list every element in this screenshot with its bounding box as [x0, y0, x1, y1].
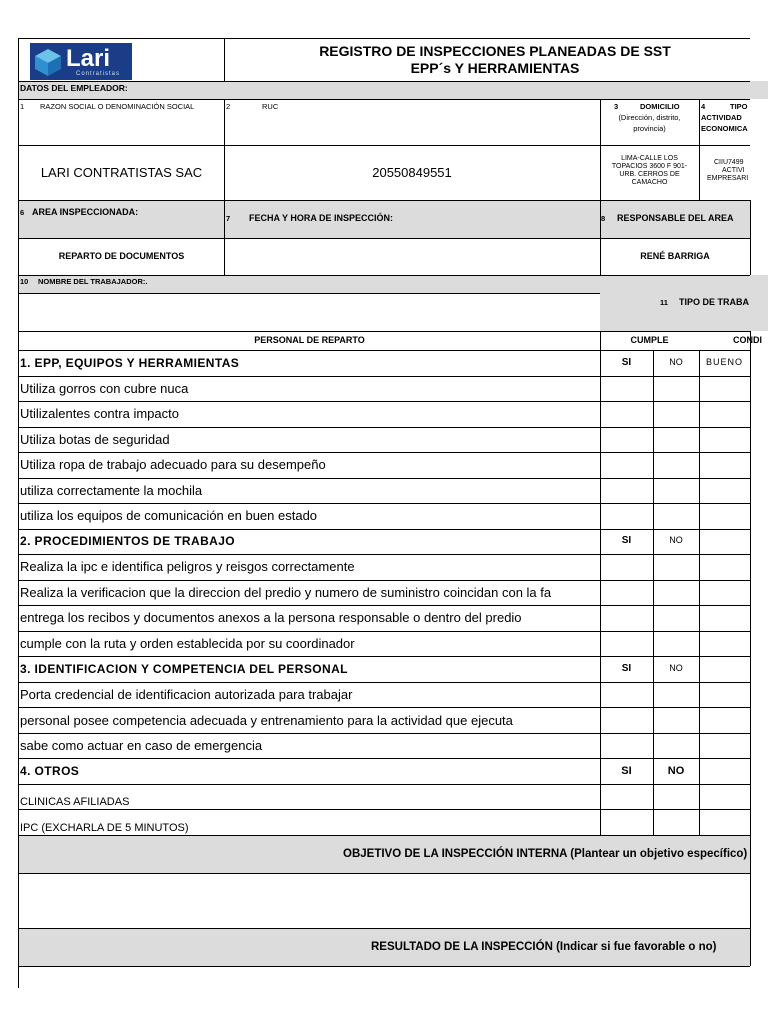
checklist-item: Utiliza botas de seguridad [20, 432, 170, 447]
field-3-label-2: (Dirección, distrito, [618, 113, 681, 122]
domicilio-value-3: URB. CERROS DE [619, 171, 680, 178]
field-4-label-2: ACTIVIDAD [701, 113, 742, 122]
checklist-item: cumple con la ruta y orden establecida por su coordinador [20, 636, 355, 651]
section-2-no: NO [669, 535, 683, 545]
cumple-header: CUMPLE [630, 335, 669, 345]
ruc-value: 20550849551 [372, 165, 452, 180]
section-2-title: 2. PROCEDIMIENTOS DE TRABAJO [20, 534, 236, 548]
checklist-item: utiliza correctamente la mochila [20, 483, 203, 498]
field-2-label: RUC [262, 102, 279, 111]
section-1-title: 1. EPP, EQUIPOS Y HERRAMIENTAS [20, 356, 240, 370]
checklist-item: IPC (EXCHARLA DE 5 MINUTOS) [20, 822, 189, 834]
field-1-label: RAZON SOCIAL O DENOMINACIÓN SOCIAL [40, 102, 195, 111]
field-3-label-3: provincia) [633, 124, 666, 133]
area-value: REPARTO DE DOCUMENTOS [58, 251, 185, 261]
field-10-num: 10 [20, 277, 29, 286]
field-7-num: 7 [226, 214, 231, 223]
domicilio-value-1: LIMA-CALLE LOS [621, 155, 678, 162]
checklist-item: personal posee competencia adecuada y entrenamiento para la actividad que ejecuta [20, 713, 513, 728]
field-3-num: 3 [614, 102, 619, 111]
section-4-no: NO [667, 765, 685, 777]
section-3-no: NO [669, 663, 683, 673]
tipo-trabajo-label: TIPO DE TRABA [679, 297, 750, 307]
responsable-value: RENÉ BARRIGA [640, 251, 710, 261]
objetivo-label: OBJETIVO DE LA INSPECCIÓN INTERNA (Plantear un objetivo específico) [343, 848, 748, 860]
domicilio-value-2: TOPACIOS 3600 F 901- [611, 163, 688, 170]
checklist-item: entrega los recibos y documentos anexos a la persona responsable o dentro del predio [20, 610, 522, 625]
section-1-bueno: BUENO [705, 357, 743, 367]
field-2-num: 2 [226, 102, 231, 111]
logo-brand: Lari [66, 45, 111, 72]
area-label: AREA INSPECCIONADA: [32, 207, 139, 217]
form-title-line1: REGISTRO DE INSPECCIONES PLANEADAS DE SST [319, 43, 671, 59]
checklist-item: sabe como actuar en caso de emergencia [20, 738, 263, 753]
section-1-si: SI [621, 357, 632, 368]
condicion-header: CONDI [733, 335, 762, 345]
empleador-section-label: DATOS DEL EMPLEADOR: [20, 83, 128, 93]
checklist-item: Utiliza gorros con cubre nuca [20, 381, 189, 396]
company-logo [30, 43, 132, 80]
field-4-label-3: ECONOMICA [701, 124, 748, 133]
field-8-num: 8 [601, 214, 606, 223]
section-4-title: 4. OTROS [20, 764, 80, 778]
field-4-num: 4 [701, 102, 706, 111]
checklist-item: utiliza los equipos de comunicación en buen estado [20, 508, 318, 523]
actividad-value-3: EMPRESARI [707, 175, 749, 182]
field-6-num: 6 [20, 208, 25, 217]
razon-social-value: LARI CONTRATISTAS SAC [40, 165, 203, 180]
form-title-line2: EPP´s Y HERRAMIENTAS [410, 60, 580, 76]
actividad-value-1: CIIU7499 [714, 159, 744, 166]
section-1-no: NO [669, 357, 683, 367]
fecha-label: FECHA Y HORA DE INSPECCIÓN: [249, 213, 394, 223]
section-3-si: SI [621, 663, 632, 674]
responsable-label: RESPONSABLE DEL AREA [617, 213, 734, 223]
section-4-si: SI [621, 765, 632, 777]
checklist-item: CLINICAS AFILIADAS [20, 796, 130, 808]
checklist-item: Utiliza ropa de trabajo adecuado para su desempeño [20, 457, 326, 472]
personal-header: PERSONAL DE REPARTO [254, 335, 365, 345]
checklist-item: Porta credencial de identificacion autorizada para trabajar [20, 687, 353, 702]
resultado-label: RESULTADO DE LA INSPECCIÓN (Indicar si fue favorable o no) [371, 941, 717, 953]
actividad-value-2: ACTIVI [722, 167, 745, 174]
section-2-si: SI [621, 535, 632, 546]
checklist-item: Realiza la verificacion que la direccion del predio y numero de suministro coincidan con la fa [20, 585, 552, 600]
trabajador-label: NOMBRE DEL TRABAJADOR:. [38, 277, 148, 286]
logo-sub: Contratistas [76, 71, 121, 77]
objetivo-input-area[interactable] [19, 874, 750, 928]
field-1-num: 1 [20, 102, 25, 111]
domicilio-value-4: CAMACHO [631, 179, 668, 186]
field-11-num: 11 [660, 298, 668, 307]
checklist-item: Utilizalentes contra impacto [20, 406, 179, 421]
field-4-label-1: TIPO [730, 102, 748, 111]
resultado-input-area[interactable] [19, 967, 750, 1017]
cube-icon [33, 47, 63, 77]
field-3-label-1: DOMICILIO [640, 102, 680, 111]
section-3-title: 3. IDENTIFICACION Y COMPETENCIA DEL PERSONAL [20, 662, 348, 676]
empleador-band [19, 81, 768, 99]
checklist-item: Realiza la ipc e identifica peligros y reisgos correctamente [20, 559, 355, 574]
